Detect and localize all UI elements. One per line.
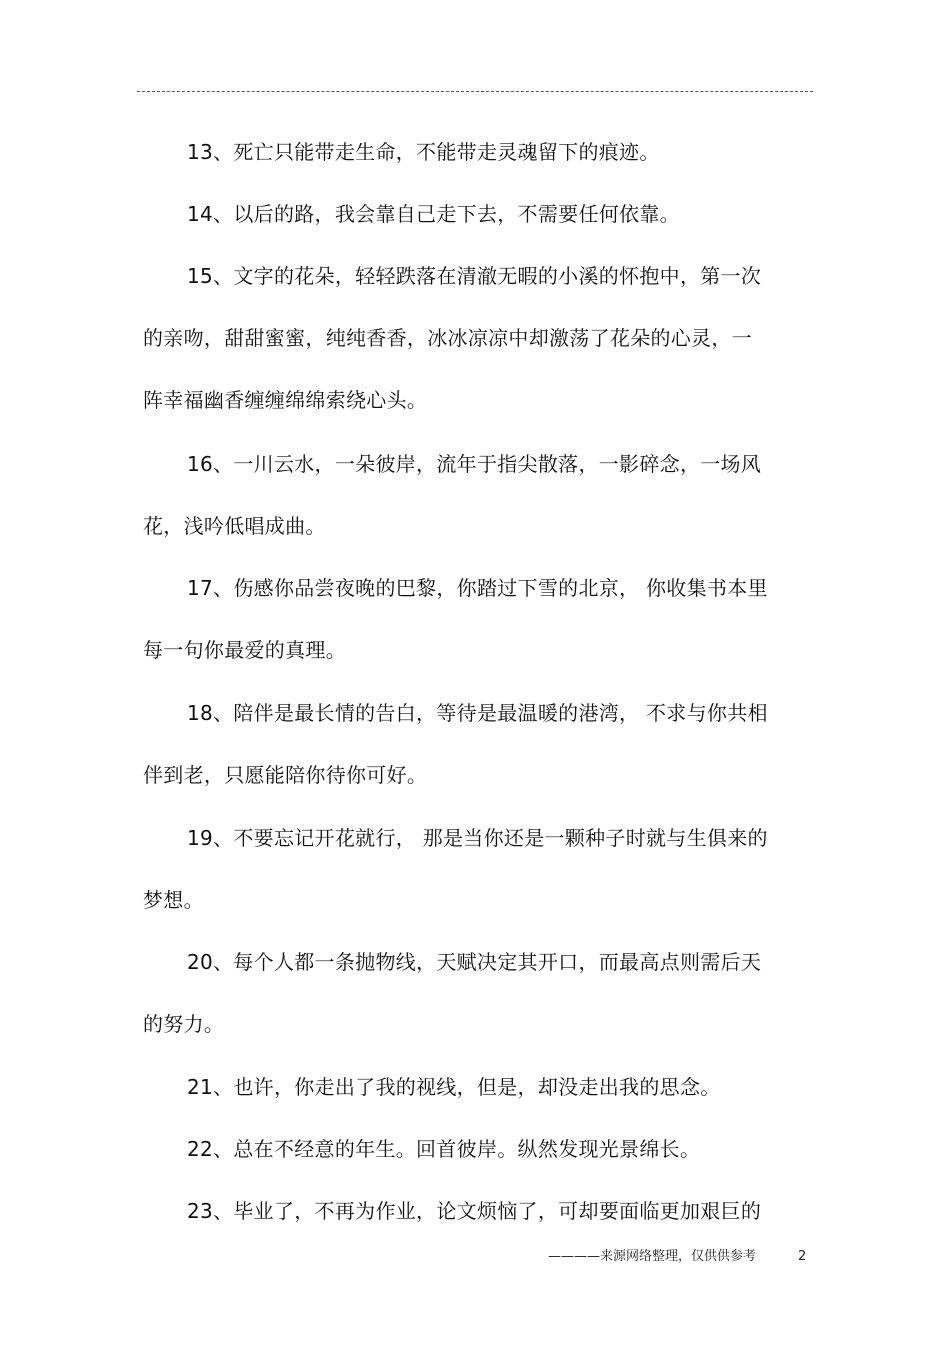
paragraph-line: 20、每个人都一条抛物线，天赋决定其开口，而最高点则需后天 [187, 950, 762, 974]
paragraph-line: 每一句你最爱的真理。 [143, 638, 346, 662]
paragraph-line: 19、不要忘记开花就行， 那是当你还是一颗种子时就与生俱来的 [187, 826, 768, 850]
paragraph-line: 22、总在不经意的年生。回首彼岸。纵然发现光景绵长。 [187, 1137, 701, 1161]
paragraph-line: 21、也许，你走出了我的视线，但是，却没走出我的思念。 [187, 1075, 721, 1099]
paragraph-line: 的努力。 [143, 1012, 225, 1036]
paragraph-line: 17、伤感你品尝夜晚的巴黎，你踏过下雪的北京， 你收集书本里 [187, 576, 768, 600]
paragraph-line: 的亲吻，甜甜蜜蜜，纯纯香香，冰冰凉凉中却激荡了花朵的心灵，一 [143, 326, 752, 350]
paragraph-line: 15、文字的花朵，轻轻跌落在清澈无暇的小溪的怀抱中，第一次 [187, 264, 762, 288]
paragraph-line: 13、死亡只能带走生命，不能带走灵魂留下的痕迹。 [187, 140, 660, 164]
paragraph-line: 花，浅吟低唱成曲。 [143, 514, 326, 538]
paragraph-line: 伴到老，只愿能陪你待你可好。 [143, 763, 428, 787]
paragraph-line: 梦想。 [143, 888, 204, 912]
footer-source-note: ————来源网络整理，仅供供参考 [548, 1249, 757, 1264]
paragraph-line: 16、一川云水，一朵彼岸，流年于指尖散落，一影碎念，一场风 [187, 452, 762, 476]
paragraph-line: 18、陪伴是最长情的告白，等待是最温暖的港湾， 不求与你共相 [187, 701, 768, 725]
paragraph-line: 阵幸福幽香缠缠绵绵索绕心头。 [143, 388, 428, 412]
paragraph-line: 23、毕业了，不再为作业，论文烦恼了，可却要面临更加艰巨的 [187, 1199, 762, 1223]
page-number: 2 [798, 1249, 807, 1264]
paragraph-line: 14、以后的路，我会靠自己走下去，不需要任何依靠。 [187, 202, 680, 226]
